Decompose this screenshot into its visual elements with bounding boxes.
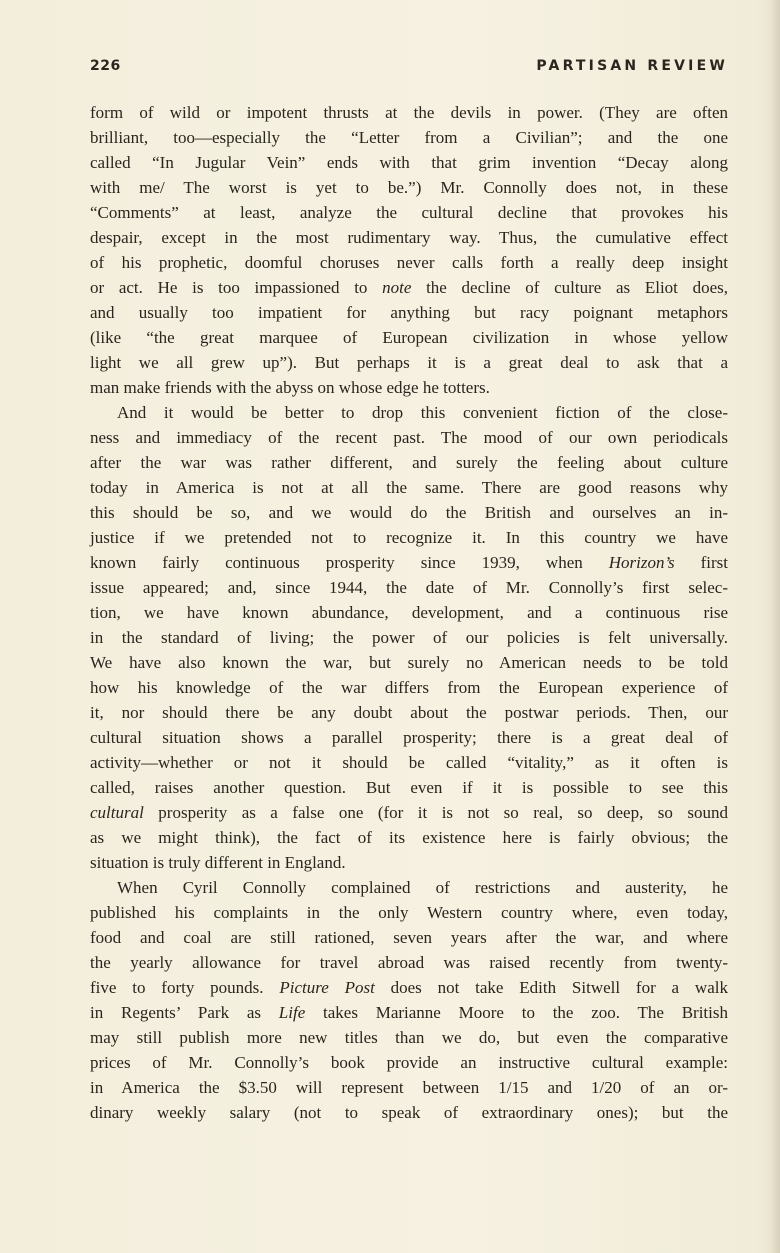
text-line: today in America is not at all the same. There are good reasons why — [90, 478, 728, 497]
text-run: the decline of culture as Eliot does, — [411, 278, 729, 297]
text-line: this should be so, and we would do the British and ourselves an in- — [90, 503, 728, 522]
text-line: dinary weekly salary (not to speak of extraordinary ones); but the — [90, 1103, 728, 1122]
italic-run: note — [382, 278, 412, 297]
text-line: in the standard of living; the power of our policies is felt universally. — [90, 628, 728, 647]
running-title: PARTISAN REVIEW — [536, 58, 728, 74]
paragraph-3 — [90, 875, 728, 1125]
paragraph-1 — [90, 100, 728, 400]
text-run: takes Marianne Moore to the zoo. The British — [305, 1003, 728, 1022]
paragraph-2 — [90, 400, 728, 875]
text-line: cultural situation shows a parallel prosperity; there is a great deal of — [90, 728, 728, 747]
italic-run: Picture Post — [279, 978, 375, 997]
text-line: called, raises another question. But even if it is possible to see this — [90, 778, 728, 797]
text-line: And it would be better to drop this convenient fiction of the close- — [117, 403, 728, 422]
text-line: We have also known the war, but surely no American needs to be told — [90, 653, 728, 672]
text-line: after the war was rather different, and surely the feeling about culture — [90, 453, 728, 472]
text-line: man make friends with the abyss on whose edge he totters. — [90, 378, 490, 397]
text-line: with me/ The worst is yet to be.”) Mr. Connolly does not, in these — [90, 178, 728, 197]
text-line: “Comments” at least, analyze the cultural decline that provokes his — [90, 203, 728, 222]
text-run: or act. He is too impassioned to — [90, 278, 383, 297]
italic-run: Life — [278, 1003, 306, 1022]
text-line: light we all grew up”). But perhaps it is a great deal to ask that a — [90, 353, 728, 372]
text-line — [90, 275, 728, 300]
italic-run: Horizon’s — [608, 553, 675, 572]
text-run: does not take Edith Sitwell for a walk — [374, 978, 728, 997]
text-line: in America the $3.50 will represent between 1/15 and 1/20 of an or- — [90, 1078, 728, 1097]
text-line — [90, 800, 728, 825]
text-line — [90, 550, 728, 575]
body-text — [90, 100, 728, 1125]
text-line: justice if we pretended not to recognize it. In this country we have — [90, 528, 728, 547]
text-line: published his complaints in the only Western country where, even today, — [90, 903, 728, 922]
text-line: and usually too impatient for anything but racy poignant metaphors — [90, 303, 728, 322]
text-line — [90, 1000, 728, 1025]
text-line: called “In Jugular Vein” ends with that grim invention “Decay along — [90, 153, 728, 172]
text-line: may still publish more new titles than we do, but even the comparative — [90, 1028, 728, 1047]
text-run: first — [674, 553, 728, 572]
text-line: of his prophetic, doomful choruses never calls forth a really deep insight — [90, 253, 728, 272]
text-line: ness and immediacy of the recent past. The mood of our own periodicals — [90, 428, 728, 447]
text-line: form of wild or impotent thrusts at the devils in power. (They are often — [90, 103, 728, 122]
text-line: activity—whether or not it should be called “vitality,” as it often is — [90, 753, 728, 772]
text-line: how his knowledge of the war differs from the European experience of — [90, 678, 728, 697]
text-run: five to forty pounds. — [90, 978, 280, 997]
running-header — [90, 58, 728, 78]
italic-run: cultural — [90, 803, 144, 822]
text-line: as we might think), the fact of its existence here is fairly obvious; the — [90, 828, 728, 847]
text-line: brilliant, too—especially the “Letter from a Civilian”; and the one — [90, 128, 728, 147]
text-line: prices of Mr. Connolly’s book provide an instructive cultural example: — [90, 1053, 728, 1072]
page-number: 226 — [90, 58, 121, 74]
page-edge-shadow — [770, 0, 780, 1253]
text-run: prosperity as a false one (for it is not so real, so deep, so sound — [143, 803, 728, 822]
text-line: it, nor should there be any doubt about the postwar periods. Then, our — [90, 703, 728, 722]
text-line: (like “the great marquee of European civilization in whose yellow — [90, 328, 728, 347]
text-run: known fairly continuous prosperity since 1939, when — [90, 553, 609, 572]
text-line: the yearly allowance for travel abroad was raised recently from twenty- — [90, 953, 728, 972]
text-line: issue appeared; and, since 1944, the date of Mr. Connolly’s first selec- — [90, 578, 728, 597]
text-line: situation is truly different in England. — [90, 853, 346, 872]
text-line: food and coal are still rationed, seven years after the war, and where — [90, 928, 728, 947]
text-line: When Cyril Connolly complained of restrictions and austerity, he — [117, 878, 728, 897]
text-run: in Regents’ Park as — [90, 1003, 279, 1022]
text-line — [90, 975, 728, 1000]
text-line: despair, except in the most rudimentary way. Thus, the cumulative effect — [90, 228, 728, 247]
text-line: tion, we have known abundance, development, and a continuous rise — [90, 603, 728, 622]
